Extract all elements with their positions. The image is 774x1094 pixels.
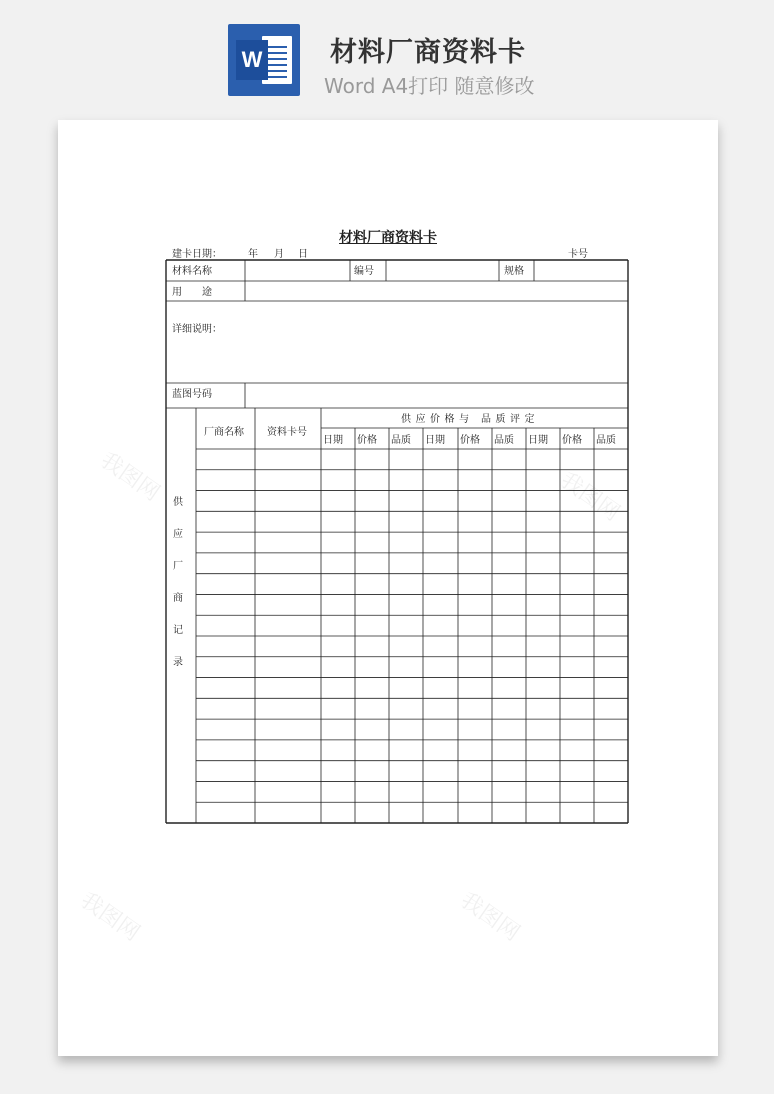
watermark: 我图网 <box>95 447 165 507</box>
banner-subtitle: Word A4打印 随意修改 <box>324 74 535 98</box>
material-name-label: 材料名称 <box>172 266 212 277</box>
banner-title: 材料厂商资料卡 <box>330 37 526 68</box>
month-label: 月 <box>274 249 284 260</box>
number-label: 编号 <box>354 266 374 277</box>
side-label-char: 商 <box>173 593 183 604</box>
card-number-header: 资料卡号 <box>267 427 307 438</box>
year-label: 年 <box>248 249 258 260</box>
sub-header-cell: 品质 <box>596 435 616 446</box>
word-icon: W <box>236 40 268 80</box>
vendor-name-header: 厂商名称 <box>204 427 244 438</box>
date-label: 建卡日期： <box>172 249 222 260</box>
usage-label: 用 途 <box>172 287 212 298</box>
watermark: 我图网 <box>75 887 145 947</box>
watermark: 我图网 <box>555 467 625 527</box>
side-label-char: 供 <box>173 497 183 508</box>
card-no-label: 卡号 <box>568 249 588 260</box>
watermark: 我图网 <box>455 887 525 947</box>
sub-header-cell: 品质 <box>494 435 514 446</box>
sub-header-cell: 价格 <box>460 435 480 446</box>
day-label: 日 <box>298 249 308 260</box>
sub-header-cell: 日期 <box>528 435 548 446</box>
sub-header-cell: 价格 <box>562 435 582 446</box>
detail-label: 详细说明： <box>172 324 222 335</box>
evaluation-header: 供 应 价 格 与 品 质 评 定 <box>401 414 536 425</box>
sub-header-cell: 品质 <box>391 435 411 446</box>
document-page <box>58 120 718 1056</box>
spec-label: 规格 <box>504 266 524 277</box>
blueprint-label: 蓝图号码 <box>172 389 212 400</box>
document-title: 材料厂商资料卡 <box>339 231 437 246</box>
side-label-char: 录 <box>173 657 183 668</box>
record-table <box>58 120 718 1056</box>
side-label-char: 应 <box>173 529 183 540</box>
sub-header-cell: 日期 <box>425 435 445 446</box>
side-label-char: 厂 <box>173 561 183 572</box>
word-logo <box>228 24 300 96</box>
sub-header-cell: 日期 <box>323 435 343 446</box>
sub-header-cell: 价格 <box>357 435 377 446</box>
side-label-char: 记 <box>173 625 183 636</box>
